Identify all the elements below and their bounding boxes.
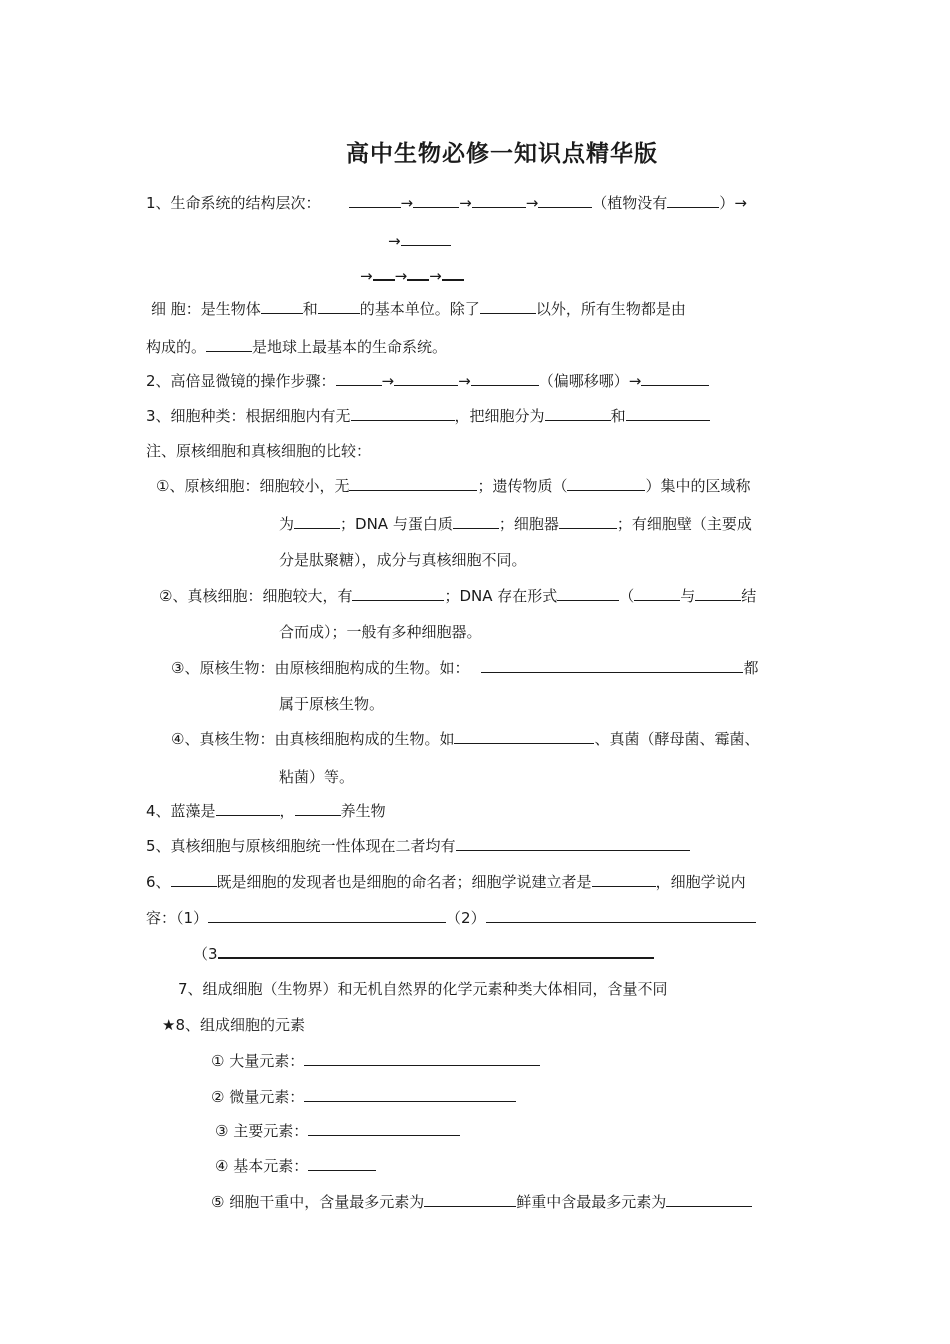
section-3-heading: 3、细胞种类：根据细胞内有无 (146, 407, 351, 425)
blank (453, 514, 499, 529)
s6-text: ，细胞学说内 (655, 873, 746, 891)
section-1-line-3 (360, 265, 464, 286)
blank (641, 371, 709, 386)
p3-text: ③、原核生物：由原核细胞构成的生物。如： (171, 659, 470, 677)
plant-note-open: （植物没有 (592, 194, 668, 212)
blank (667, 193, 719, 208)
arrow-icon: → (525, 194, 539, 212)
eukaryotic-cell-line-1 (159, 586, 756, 606)
cell-text: 是地球上最基本的生命系统。 (252, 338, 448, 356)
blank (413, 193, 459, 208)
p1-text: ；细胞器 (498, 515, 559, 533)
element-item-3 (215, 1121, 460, 1141)
s8-text: ③ 主要元素： (215, 1122, 309, 1140)
section-6-line-1 (146, 872, 746, 892)
p1-text: ①、原核细胞：细胞较小，无 (156, 477, 350, 495)
blank (304, 1087, 516, 1102)
p2-text: （ (619, 587, 635, 605)
p2-text: ②、真核细胞：细胞较大，有 (159, 587, 353, 605)
blank (295, 801, 341, 816)
arrow-icon: → (394, 267, 408, 285)
blank (456, 836, 690, 851)
blank (318, 299, 360, 314)
blank (481, 658, 743, 673)
section-2-line (146, 371, 709, 391)
s4-text: 养生物 (340, 802, 386, 820)
blank (538, 193, 592, 208)
p1-text: 为 (279, 515, 295, 533)
arrow-icon: → (400, 194, 414, 212)
p2-text: 结 (741, 587, 757, 605)
blank (559, 514, 617, 529)
blank (171, 872, 217, 887)
blank (401, 231, 451, 246)
cell-line-2 (146, 337, 447, 357)
section-3-text: 和 (610, 407, 626, 425)
blank (480, 299, 536, 314)
blank (304, 1051, 540, 1066)
blank (592, 872, 656, 887)
s6-text: 容：（1） (146, 909, 209, 927)
blank (486, 908, 756, 923)
blank (626, 406, 710, 421)
blank (471, 371, 539, 386)
blank (349, 476, 477, 491)
page-title: 高中生物必修一知识点精华版 (346, 140, 658, 167)
section-2-heading: 2、高倍显微镜的操作步骤： (146, 372, 336, 390)
s8-text: ④ 基本元素： (215, 1157, 309, 1175)
section-6-line-3 (193, 943, 654, 964)
arrow-icon: → (429, 267, 442, 285)
section-3-text: ，把细胞分为 (454, 407, 545, 425)
eukaryotic-cell-line-2: 合而成）；一般有多种细胞器。 (279, 623, 482, 641)
blank (351, 406, 455, 421)
plant-note-close: ） (719, 194, 735, 212)
section-8-heading: ★8、组成细胞的元素 (162, 1016, 305, 1034)
eukaryote-line-2: 粘菌）等。 (279, 768, 355, 786)
arrow-icon: → (381, 372, 395, 390)
section-1-heading: 1、生命系统的结构层次： (146, 194, 321, 212)
arrow-icon: → (459, 194, 472, 212)
blank (294, 514, 340, 529)
s6-text: 6、 (146, 873, 171, 891)
blank (695, 586, 741, 601)
s8-text: 鲜重中含最最多元素为 (516, 1193, 667, 1211)
blank (352, 586, 444, 601)
section-1-line-2 (388, 231, 451, 251)
blank (261, 299, 303, 314)
prokaryotic-cell-line-2 (279, 514, 752, 534)
cell-text: 细 胞：是生物体 (151, 300, 261, 318)
blank (206, 337, 252, 352)
p1-text: ；有细胞壁（主要成 (616, 515, 752, 533)
element-item-1 (211, 1051, 540, 1071)
section-3-line (146, 406, 710, 426)
cell-text: 构成的。 (146, 338, 207, 356)
element-item-2 (211, 1087, 516, 1107)
blank (545, 406, 611, 421)
blank (308, 1121, 460, 1136)
p4-text: 、真菌（酵母菌、霉菌、 (594, 730, 760, 748)
blank (454, 729, 594, 744)
p1-text: ；遗传物质（ (477, 477, 568, 495)
p3-text: 都 (743, 659, 759, 677)
s8-text: ⑤ 细胞干重中，含量最多元素为 (211, 1193, 425, 1211)
element-item-5 (211, 1192, 752, 1212)
s8-text: ② 微量元素： (211, 1088, 305, 1106)
prokaryote-line-1 (171, 658, 758, 678)
cell-text: 以外，所有生物都是由 (535, 300, 686, 318)
blank (567, 476, 645, 491)
arrow-icon: → (628, 372, 642, 390)
section-4-line (146, 801, 386, 821)
eukaryote-line-1 (171, 729, 759, 749)
p1-text: ）集中的区域称 (645, 477, 751, 495)
section-6-line-2 (146, 908, 756, 928)
s6-text: （3 (193, 945, 218, 963)
arrow-icon: → (734, 194, 747, 212)
blank (666, 1192, 752, 1207)
section-2-note: （偏哪移哪） (538, 372, 629, 390)
blank (634, 586, 680, 601)
blank (394, 371, 458, 386)
section-5-line (146, 836, 690, 856)
s6-text: 既是细胞的发现者也是细胞的命名者；细胞学说建立者是 (216, 873, 592, 891)
comparison-note: 注、原核细胞和真核细胞的比较： (146, 442, 372, 460)
blank (218, 943, 654, 959)
s5-text: 5、真核细胞与原核细胞统一性体现在二者均有 (146, 837, 456, 855)
arrow-icon: → (360, 267, 373, 285)
cell-text: 的基本单位。除了 (359, 300, 480, 318)
s4-text: 4、蓝藻是 (146, 802, 216, 820)
p2-text: 与 (680, 587, 696, 605)
blank (424, 1192, 516, 1207)
section-1-line (146, 193, 747, 213)
blank (442, 265, 464, 281)
blank (472, 193, 526, 208)
arrow-icon: → (388, 232, 401, 250)
arrow-icon: → (458, 372, 471, 390)
p2-text: ；DNA 存在形式 (444, 587, 558, 605)
p1-text: ；DNA 与蛋白质 (340, 515, 453, 533)
s4-text: ， (279, 802, 295, 820)
blank (557, 586, 619, 601)
cell-line-1 (151, 299, 686, 319)
blank (373, 265, 395, 281)
prokaryote-line-2: 属于原核生物。 (279, 695, 385, 713)
blank (208, 908, 446, 923)
blank (349, 193, 401, 208)
section-7-line: 7、组成细胞（生物界）和无机自然界的化学元素种类大体相同，含量不同 (178, 980, 668, 998)
blank (407, 265, 429, 281)
prokaryotic-cell-line-3: 分是肽聚糖），成分与真核细胞不同。 (279, 551, 527, 569)
element-item-4 (215, 1156, 376, 1176)
blank (308, 1156, 376, 1171)
p4-text: ④、真核生物：由真核细胞构成的生物。如 (171, 730, 455, 748)
prokaryotic-cell-line-1 (156, 476, 750, 496)
blank (336, 371, 382, 386)
s8-text: ① 大量元素： (211, 1052, 305, 1070)
s6-text: （2） (446, 909, 486, 927)
blank (216, 801, 280, 816)
cell-text: 和 (302, 300, 318, 318)
